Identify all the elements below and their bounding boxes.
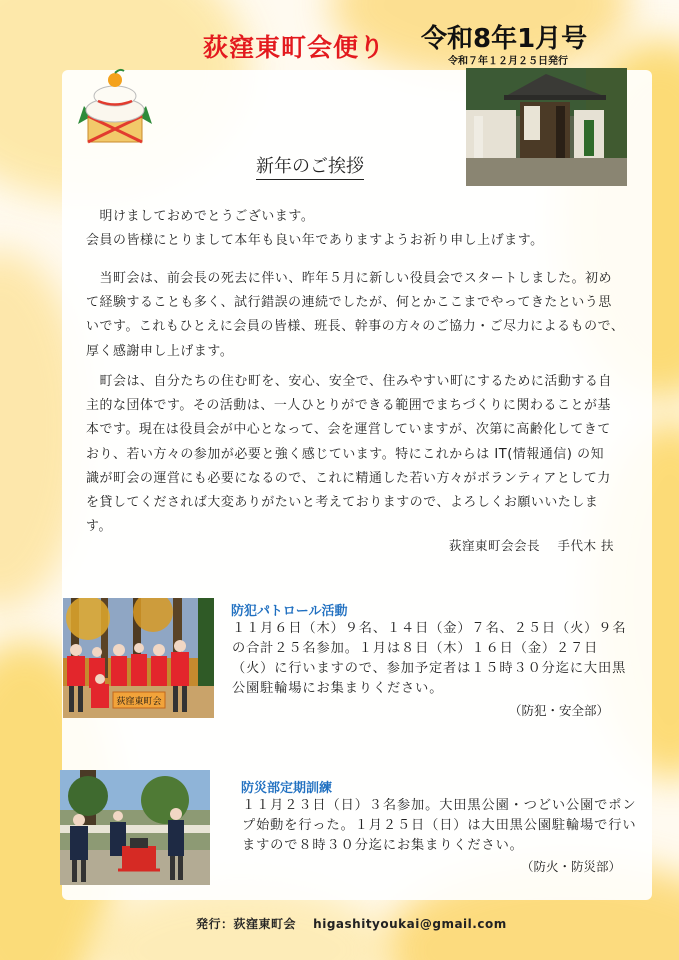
text-line: おり、若い方々の参加が必要と強く感じています。特にこれからは IT(情報通信) の知 <box>86 446 605 462</box>
issue-date: 令和７年１２月２５日発行 <box>448 56 568 67</box>
patrol-department: （防犯・安全部） <box>509 703 610 718</box>
text-line: ますので８時３０分迄にお集まりください。 <box>242 838 524 853</box>
text-line: いです。これもひとえに会員の皆様、班長、幹事の方々のご協力・ご尽力によるもので、 <box>86 319 625 335</box>
text-line: （火）に行いますので、参加予定者は１５時３０分迄に大田黒 <box>232 661 627 676</box>
banner-text: 荻窪東町会 <box>116 697 162 707</box>
text-line: を貸してくだされば大変ありがたいと考えておりますので、よろしくお願いいたしま <box>86 495 599 511</box>
text-line: 識が町会の運営にも必要になるので、これに精通した若い方々がボランティアとして力 <box>86 470 611 486</box>
text-line: 本です。現在は役員会が中心となって、会を運営していますが、次第に高齢化してきて <box>86 422 611 438</box>
newsletter-title: 荻窪東町会便り <box>203 33 386 62</box>
text-line: 明けましておめでとうございます。 <box>86 209 315 224</box>
text-line: プ始動を行った。１月２５日（日）は大田黒公園駐輪場で行い <box>242 818 637 833</box>
greeting-paragraph-1 <box>86 205 626 253</box>
drill-section-title: 防災部定期訓練 <box>241 781 333 796</box>
text-line: 当町会は、前会長の死去に伴い、昨年５月に新しい役員会でスタートしました。初め <box>86 271 613 286</box>
president-signature: 荻窪東町会会長 手代木 扶 <box>449 538 614 553</box>
text-line: １１月６日（木）９名、１４日（金）７名、２５日（火）９名 <box>232 621 627 636</box>
text-line: て経験することも多く、試行錯誤の連続でしたが、何とかここまでやってきたという思 <box>86 295 612 311</box>
issue-label: 令和8年1月号 <box>421 24 588 54</box>
text-line: す。 <box>86 519 112 535</box>
text-line: 厚く感謝申し上げます。 <box>86 343 234 359</box>
text-line: 会員の皆様にとりまして本年も良い年でありますようお祈り申し上げます。 <box>86 233 544 249</box>
footer-publisher: 発行：荻窪東町会 higashityoukai@gmail.com <box>196 917 507 931</box>
patrol-group-photo <box>63 598 214 718</box>
text-line: 主的な団体です。その活動は、一人ひとりができる範囲でまちづくりに関わることが基 <box>86 398 611 414</box>
patrol-section-title: 防犯パトロール活動 <box>231 604 348 619</box>
text-line: 町会は、自分たちの住む町を、安心、安全で、住みやすい町にするために活動する自 <box>86 374 612 389</box>
text-line: 公園駐輪場にお集まりください。 <box>232 681 444 696</box>
text-line: １１月２３日（日）３名参加。大田黒公園・つどい公園でポン <box>242 798 637 813</box>
shrine-gate-photo <box>466 68 627 186</box>
greeting-paragraph-2 <box>86 267 626 364</box>
greeting-title: 新年のご挨拶 <box>256 152 364 180</box>
fire-drill-photo <box>60 770 210 885</box>
drill-section-body <box>242 796 652 856</box>
drill-department: （防火・防災部） <box>521 859 622 874</box>
greeting-paragraph-3 <box>86 370 626 539</box>
text-line: の合計２５名参加。１月は８日（木）１６日（金）２７日 <box>232 641 599 656</box>
kagami-mochi-illustration <box>78 66 152 146</box>
patrol-section-body <box>232 619 647 699</box>
